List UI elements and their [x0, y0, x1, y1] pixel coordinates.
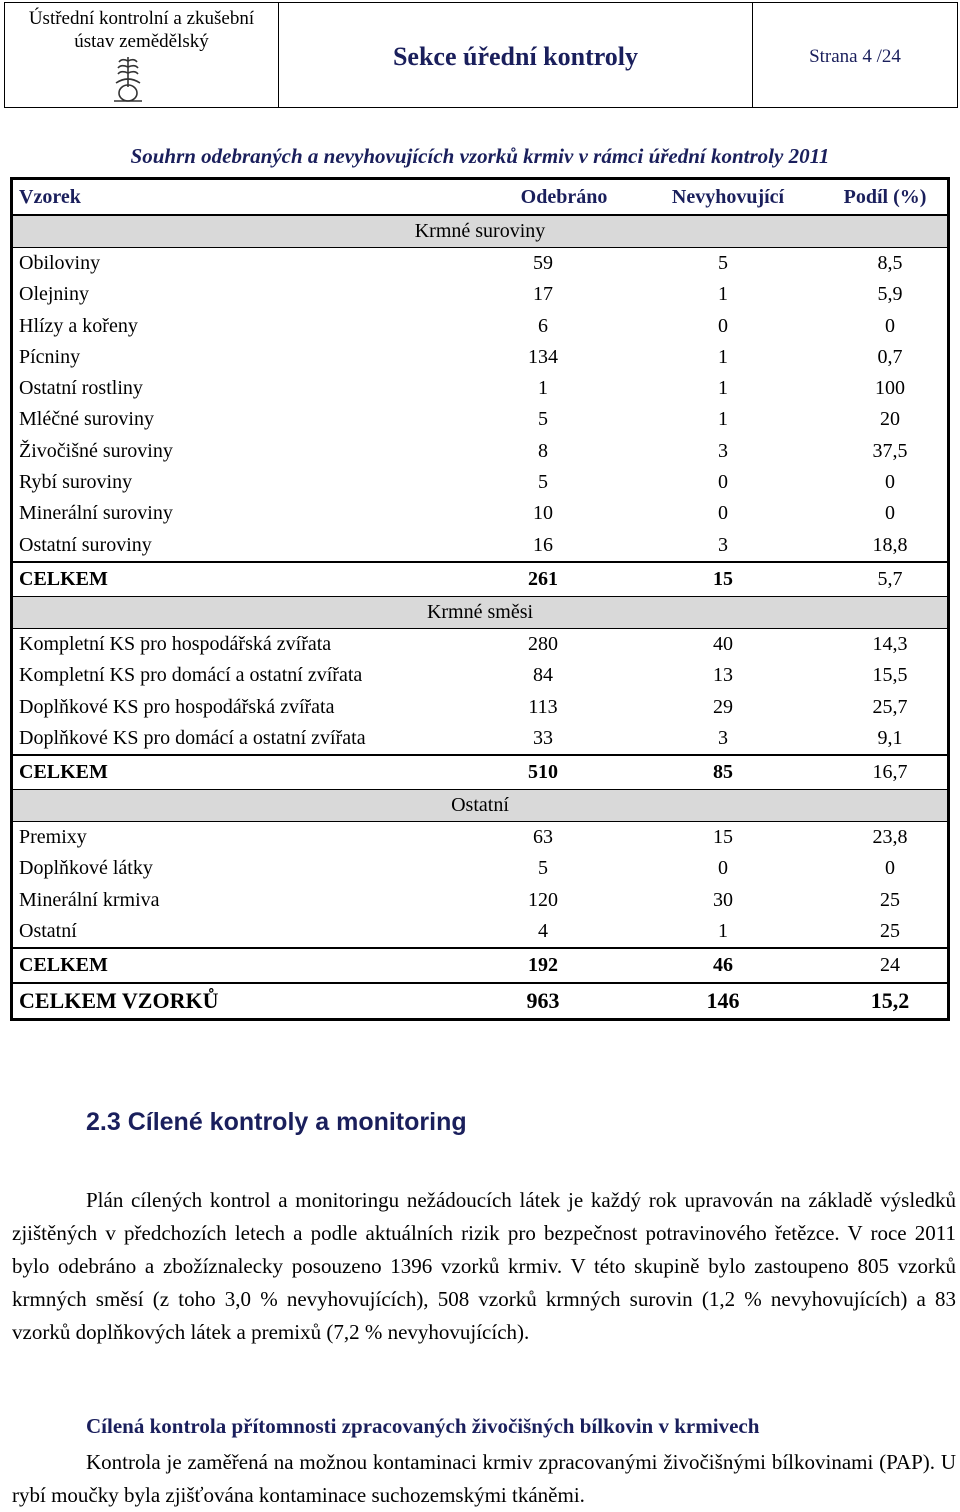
- org-name-line1: Ústřední kontrolní a zkušební: [28, 8, 255, 29]
- org-name-line2: ústav zemědělský: [74, 31, 209, 52]
- total-cell: 24: [880, 954, 900, 977]
- table-cell: 4: [538, 920, 548, 943]
- table-cell: 20: [880, 408, 900, 431]
- group-title: Krmné směsi: [13, 596, 947, 629]
- grand-total-row: [13, 982, 947, 1018]
- table-cell: 0: [885, 471, 895, 494]
- table-cell: 25,7: [872, 695, 908, 718]
- grand-total-podil: 15,2: [870, 988, 910, 1014]
- table-cell: 113: [528, 695, 558, 718]
- total-cell: 15: [713, 567, 733, 590]
- table-cell: 3: [718, 533, 728, 556]
- table-cell: 0: [718, 502, 728, 525]
- institute-logo-icon: [108, 53, 148, 105]
- total-cell: 46: [713, 954, 733, 977]
- paragraph-1: [12, 1184, 956, 1349]
- table-cell: 29: [713, 695, 733, 718]
- group-total-row: [13, 561, 947, 596]
- table-cell: Ostatní: [19, 920, 77, 943]
- table-cell: Doplňkové KS pro domácí a ostatní zvířata: [19, 726, 366, 749]
- table-cell: 37,5: [872, 439, 908, 462]
- table-row: [13, 692, 947, 723]
- total-cell: 85: [713, 761, 733, 784]
- table-cell: Živočišné suroviny: [19, 439, 173, 462]
- table-row: [13, 248, 947, 279]
- total-cell: 5,7: [877, 567, 903, 590]
- table-cell: 63: [533, 826, 553, 849]
- table-cell: Premixy: [19, 826, 87, 849]
- table-row: [13, 916, 947, 947]
- table-cell: Doplňkové látky: [19, 857, 153, 880]
- table-cell: Rybí suroviny: [19, 471, 133, 494]
- table-row: [13, 723, 947, 754]
- total-cell: CELKEM: [19, 761, 108, 784]
- group-rows: [13, 629, 947, 754]
- table-row: [13, 311, 947, 342]
- group-rows: [13, 248, 947, 561]
- table-header-row: [13, 180, 947, 215]
- table-cell: 30: [713, 888, 733, 911]
- table-cell: 59: [533, 252, 553, 274]
- table-cell: 1: [718, 283, 728, 306]
- table-cell: Kompletní KS pro hospodářská zvířata: [19, 632, 332, 655]
- table-cell: 280: [528, 632, 558, 655]
- table-row: [13, 279, 947, 310]
- table-row: [13, 467, 947, 498]
- table-cell: 18,8: [872, 533, 908, 556]
- header-podil: Podíl (%): [843, 186, 927, 208]
- table-cell: 33: [533, 726, 553, 749]
- group-rows: [13, 822, 947, 947]
- table-cell: 0,7: [877, 345, 903, 368]
- paragraph-2: [12, 1446, 956, 1512]
- table-cell: 84: [533, 664, 553, 687]
- table-cell: Doplňkové KS pro hospodářská zvířata: [19, 695, 335, 718]
- table-cell: 3: [718, 439, 728, 462]
- table-row: [13, 853, 947, 884]
- table-row: [13, 498, 947, 529]
- table-row: [13, 629, 947, 660]
- table-cell: 25: [880, 888, 900, 911]
- total-cell: 261: [528, 567, 558, 590]
- group-title: Krmné suroviny: [13, 215, 947, 248]
- table-row: [13, 373, 947, 404]
- table-cell: 5: [538, 471, 548, 494]
- table-cell: 0: [718, 857, 728, 880]
- table-cell: 0: [885, 857, 895, 880]
- table-row: [13, 530, 947, 561]
- table-cell: 100: [875, 377, 905, 400]
- table-cell: 6: [538, 314, 548, 337]
- table-cell: 23,8: [872, 826, 908, 849]
- table-cell: 5: [718, 252, 728, 274]
- table-cell: 8: [538, 439, 548, 462]
- total-cell: 16,7: [872, 761, 908, 784]
- table-cell: 1: [718, 920, 728, 943]
- table-cell: Ostatní suroviny: [19, 533, 152, 556]
- table-cell: 1: [718, 377, 728, 400]
- table-caption: Souhrn odebraných a nevyhovujících vzorků krmiv v rámci úřední kontroly 2011: [130, 144, 830, 168]
- table-cell: 0: [885, 314, 895, 337]
- total-cell: CELKEM: [19, 567, 108, 590]
- group-total-row: [13, 754, 947, 789]
- table-cell: 0: [718, 314, 728, 337]
- table-cell: 10: [533, 502, 553, 525]
- table-cell: 8,5: [877, 252, 903, 274]
- table-cell: 9,1: [877, 726, 903, 749]
- table-cell: 17: [533, 283, 553, 306]
- header-nevyhovujici: Nevyhovující: [671, 186, 785, 208]
- grand-total-label: CELKEM VZORKŮ: [19, 988, 219, 1014]
- header-vzorek: Vzorek: [19, 186, 81, 208]
- table-cell: 5: [538, 408, 548, 431]
- section-heading: 2.3 Cílené kontroly a monitoring: [86, 1108, 467, 1136]
- subsection-heading: Cílená kontrola přítomnosti zpracovaných živočišných bílkovin v krmivech: [86, 1414, 760, 1438]
- samples-table: [10, 177, 950, 1021]
- total-cell: 510: [528, 761, 558, 784]
- table-cell: 15,5: [872, 664, 908, 687]
- table-cell: 134: [528, 345, 558, 368]
- table-cell: Olejniny: [19, 283, 89, 306]
- table-cell: Minerální krmiva: [19, 888, 160, 911]
- header-odebrano: Odebráno: [520, 186, 608, 208]
- table-cell: Mléčné suroviny: [19, 408, 154, 431]
- table-row: [13, 822, 947, 853]
- table-cell: 25: [880, 920, 900, 943]
- table-cell: Kompletní KS pro domácí a ostatní zvířata: [19, 664, 363, 687]
- table-cell: Ostatní rostliny: [19, 377, 143, 400]
- table-cell: Hlízy a kořeny: [19, 314, 138, 337]
- grand-total-nevyhovujici: 146: [706, 988, 740, 1014]
- table-cell: 3: [718, 726, 728, 749]
- section-title: Sekce úřední kontroly: [279, 3, 753, 107]
- table-cell: 1: [718, 345, 728, 368]
- table-cell: 40: [713, 632, 733, 655]
- organization-cell: [5, 3, 279, 107]
- table-cell: 1: [718, 408, 728, 431]
- paragraph-2-text: Kontrola je zaměřená na možnou kontaminaci krmiv zpracovanými živočišnými bílkovinami (PAP). U rybí moučky byla zjišťována kontaminace suchozemskými tkáněmi.: [12, 1450, 956, 1507]
- table-row: [13, 404, 947, 435]
- paragraph-1-text: Plán cílených kontrol a monitoringu nežádoucích látek je každý rok upravován na základě výsledků zjištěných v předchozích letech a podle aktuálních rizik pro bezpečnost potravinového řetězce. V roce 2011 bylo odebráno a zbožíznalecky posouzeno 1396 vzorků krmiv. V této skupině bylo zastoupeno 805 vzorků krmných směsí (z toho 3,0 % nevyhovujících), 508 vzorků krmných surovin (1,2 % nevyhovujících) a 83 vzorků doplňkových látek a premixů (7,2 % nevyhovujících).: [12, 1188, 956, 1344]
- table-cell: Minerální suroviny: [19, 502, 173, 525]
- table-row: [13, 885, 947, 916]
- table-row: [13, 436, 947, 467]
- table-cell: 16: [533, 533, 553, 556]
- group-title: Ostatní: [13, 789, 947, 822]
- total-cell: CELKEM: [19, 954, 108, 977]
- total-cell: 192: [528, 954, 558, 977]
- grand-total-odebrano: 963: [526, 988, 560, 1014]
- page-header: [4, 2, 958, 108]
- table-cell: 5,9: [877, 283, 903, 306]
- table-cell: Obiloviny: [19, 252, 101, 274]
- table-groups: [13, 215, 947, 982]
- table-cell: 1: [538, 377, 548, 400]
- table-cell: 14,3: [872, 632, 908, 655]
- page-number: Strana 4 /24: [809, 46, 901, 67]
- table-row: [13, 660, 947, 691]
- table-cell: 0: [885, 502, 895, 525]
- table-cell: 5: [538, 857, 548, 880]
- table-cell: 120: [528, 888, 558, 911]
- table-cell: Pícniny: [19, 345, 81, 368]
- table-cell: 13: [713, 664, 733, 687]
- group-total-row: [13, 947, 947, 982]
- table-cell: 0: [718, 471, 728, 494]
- table-row: [13, 342, 947, 373]
- table-cell: 15: [713, 826, 733, 849]
